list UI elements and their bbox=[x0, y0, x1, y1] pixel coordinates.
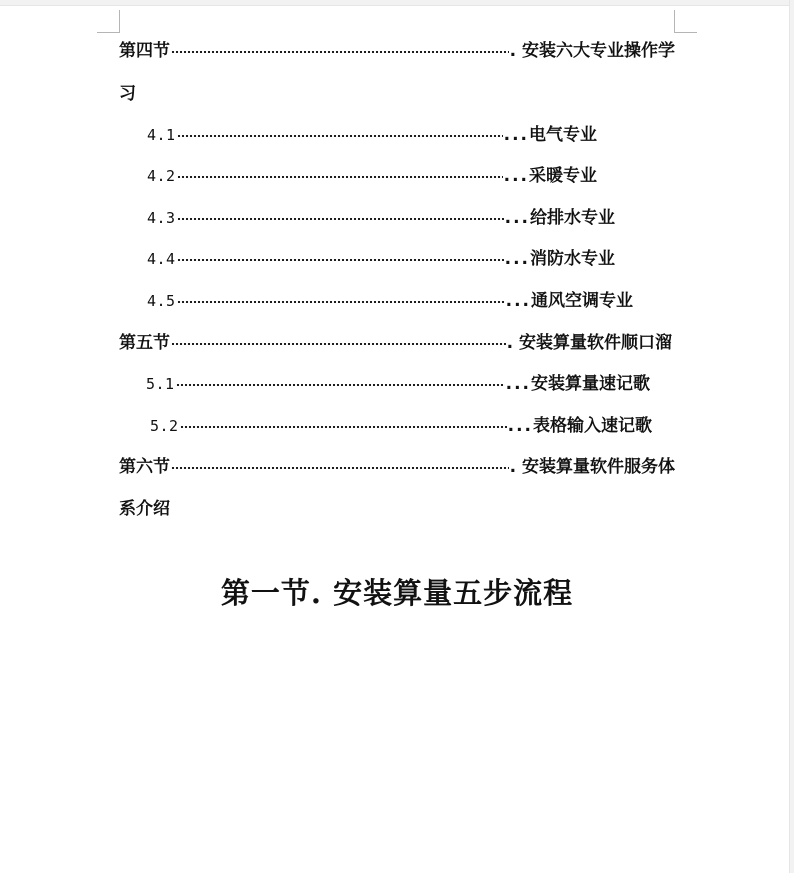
toc-item-number: 4.4 bbox=[147, 250, 176, 268]
toc-item-title: 采暖专业 bbox=[529, 166, 597, 186]
toc-leader-dots: ... bbox=[505, 374, 531, 394]
toc-item-title: 通风空调专业 bbox=[531, 291, 633, 311]
toc-leader-dots: ... bbox=[503, 166, 529, 186]
toc-dot-leader bbox=[177, 259, 504, 261]
page-top-edge bbox=[0, 0, 794, 6]
toc-entry-section-6 bbox=[119, 455, 675, 479]
toc-section-title-wrap: 系介绍 bbox=[119, 499, 170, 519]
toc-leader-dots: ... bbox=[505, 291, 531, 311]
toc-dot-leader bbox=[180, 426, 507, 428]
toc-entry-section-4 bbox=[119, 39, 675, 63]
toc-dot-leader bbox=[177, 301, 505, 303]
toc-leader-dots: ... bbox=[504, 249, 530, 269]
toc-entry-4-5 bbox=[147, 289, 633, 313]
toc-leader-dots: ... bbox=[503, 125, 529, 145]
toc-item-title: 表格输入速记歌 bbox=[533, 416, 652, 436]
toc-leader-dots: ... bbox=[507, 416, 533, 436]
toc-item-title: 给排水专业 bbox=[530, 208, 615, 228]
toc-item-title: 电气专业 bbox=[529, 125, 597, 145]
toc-item-number: 4.1 bbox=[147, 126, 176, 144]
toc-section-title: . 安装六大专业操作学 bbox=[509, 41, 675, 61]
toc-item-number: 4.3 bbox=[147, 209, 176, 227]
toc-item-title: 消防水专业 bbox=[530, 249, 615, 269]
toc-dot-leader bbox=[171, 51, 509, 53]
section-heading: 第一节. 安装算量五步流程 bbox=[220, 576, 574, 610]
margin-corner-top-left bbox=[97, 10, 120, 33]
toc-item-number: 4.5 bbox=[147, 292, 176, 310]
toc-item-number: 5.2 bbox=[150, 417, 179, 435]
toc-section-label: 第四节 bbox=[119, 41, 170, 61]
toc-dot-leader bbox=[171, 343, 506, 345]
toc-section-label: 第五节 bbox=[119, 333, 170, 353]
toc-entry-4-4 bbox=[147, 247, 615, 271]
margin-corner-top-right bbox=[674, 10, 697, 33]
toc-entry-5-2 bbox=[150, 414, 652, 438]
toc-dot-leader bbox=[177, 176, 503, 178]
toc-entry-4-1 bbox=[147, 123, 597, 147]
toc-leader-dots: ... bbox=[504, 208, 530, 228]
toc-item-number: 5.1 bbox=[146, 375, 175, 393]
toc-dot-leader bbox=[176, 384, 505, 386]
page-right-edge bbox=[789, 0, 794, 873]
toc-section-title: . 安装算量软件服务体 bbox=[509, 457, 675, 477]
toc-section-label: 第六节 bbox=[119, 457, 170, 477]
toc-entry-4-3 bbox=[147, 206, 615, 230]
toc-item-number: 4.2 bbox=[147, 167, 176, 185]
toc-dot-leader bbox=[171, 467, 509, 469]
toc-entry-4-2 bbox=[147, 164, 597, 188]
toc-dot-leader bbox=[177, 218, 504, 220]
toc-entry-section-5 bbox=[119, 331, 672, 355]
toc-item-title: 安装算量速记歌 bbox=[531, 374, 650, 394]
toc-dot-leader bbox=[177, 135, 503, 137]
toc-entry-5-1 bbox=[146, 372, 650, 396]
toc-section-title-wrap: 习 bbox=[119, 84, 136, 104]
toc-section-title: . 安装算量软件顺口溜 bbox=[506, 333, 672, 353]
